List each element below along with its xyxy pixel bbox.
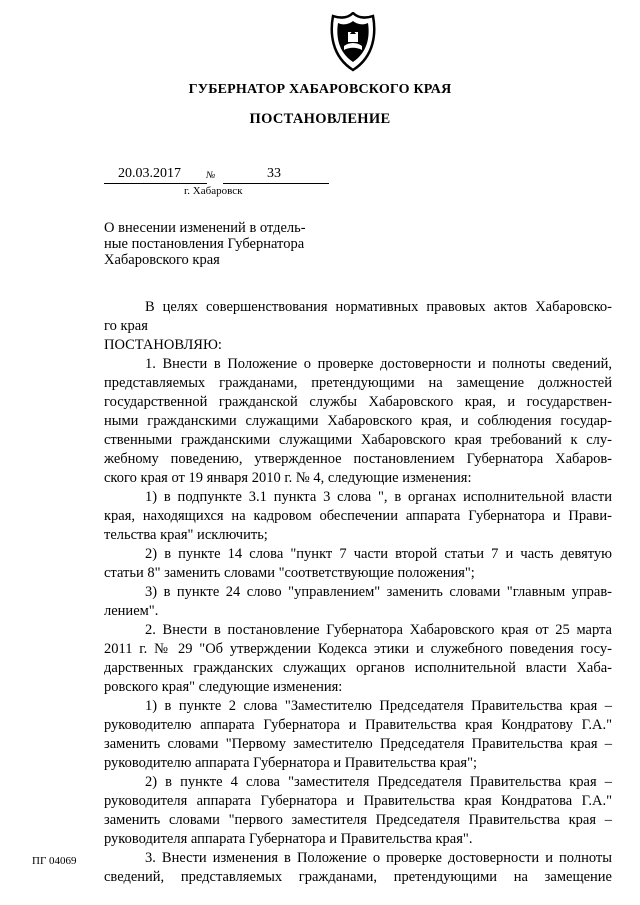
date-number-block bbox=[104, 162, 334, 202]
document-date: 20.03.2017 bbox=[118, 166, 181, 181]
body-line: 2. Внести в постановление Губернатора Хабаровского края от 25 марта bbox=[145, 622, 612, 638]
body-line: ными гражданскими служащими Хабаровского края, и соблюдения государ- bbox=[104, 413, 612, 429]
body-line: 1) в подпункте 3.1 пункта 3 слова ", в органах исполнительной власти bbox=[145, 489, 612, 505]
body-line: заменить словами "Первому заместителю Председателя Правительства края – bbox=[104, 736, 612, 752]
city: г. Хабаровск bbox=[184, 185, 243, 197]
subject-line: Хабаровского края bbox=[104, 252, 220, 268]
body-line: 2) в пункте 14 слова "пункт 7 части второй статьи 7 и часть девятую bbox=[145, 546, 612, 562]
document-type: ПОСТАНОВЛЕНИЕ bbox=[249, 111, 391, 127]
subject-line: ные постановления Губернатора bbox=[104, 236, 305, 252]
document-number: 33 bbox=[267, 166, 281, 181]
coat-of-arms-icon bbox=[329, 12, 377, 72]
body-line: 2011 г. № 29 "Об утверждении Кодекса этики и служебного поведения госу- bbox=[104, 641, 612, 657]
number-underline bbox=[223, 183, 329, 184]
document-body bbox=[104, 298, 612, 887]
decree-word: ПОСТАНОВЛЯЮ: bbox=[104, 337, 222, 353]
body-line: руководителю аппарата Губернатора и Правительства края Кондратову Г.А." bbox=[104, 717, 612, 733]
body-line: руководителю аппарата Губернатора и Правительства края"; bbox=[104, 755, 478, 771]
body-line: 1. Внести в Положение о проверке достоверности и полноты сведений, bbox=[145, 356, 612, 372]
body-line: заменить словами "первого заместителя Председателя Правительства края – bbox=[104, 812, 612, 828]
body-line: края, находящихся на кадровом обеспечении аппарата Губернатора и Прави- bbox=[104, 508, 612, 524]
document-subject bbox=[104, 220, 344, 268]
body-line: ровского края" следующие изменения: bbox=[104, 679, 343, 695]
body-line: представляемых гражданами, претендующими на замещение должностей bbox=[104, 375, 612, 391]
date-underline bbox=[104, 183, 207, 184]
body-line: В целях совершенствования нормативных правовых актов Хабаровско- bbox=[145, 299, 612, 315]
body-line: 1) в пункте 2 слова "Заместителю Председателя Правительства края – bbox=[145, 698, 612, 714]
body-line: ского края от 19 января 2010 г. № 4, следующие изменения: bbox=[104, 470, 472, 486]
body-line: ственными гражданскими служащими Хабаровского края требований к слу- bbox=[104, 432, 612, 448]
body-line: жебному поведению, утвержденное постановлением Губернатора Хабаров- bbox=[104, 451, 612, 467]
body-line: руководителя аппарата Губернатора и Правительства края Кондратова Г.А." bbox=[104, 793, 612, 809]
body-line: лением". bbox=[104, 603, 159, 619]
body-line: 2) в пункте 4 слова "заместителя Председателя Правительства края – bbox=[145, 774, 612, 790]
body-line: государственной гражданской службы Хабаровского края, и государствен- bbox=[104, 394, 612, 410]
body-line: 3) в пункте 24 слово "управлением" заменить словами "главным управ- bbox=[145, 584, 612, 600]
body-line: сведений, представляемых гражданами, претендующими на замещение bbox=[104, 869, 612, 885]
body-line: руководителя аппарата Губернатора и Правительства края". bbox=[104, 831, 473, 847]
body-line: статьи 8" заменить словами "соответствующие положения"; bbox=[104, 565, 475, 581]
issuer-title: ГУБЕРНАТОР ХАБАРОВСКОГО КРАЯ bbox=[188, 82, 452, 97]
body-line: 3. Внести изменения в Положение о проверке достоверности и полноты bbox=[145, 850, 612, 866]
subject-line: О внесении изменений в отдель- bbox=[104, 220, 306, 236]
body-line: дарственных гражданских служащих органов исполнительной власти Хаба- bbox=[104, 660, 612, 676]
body-line: го края bbox=[104, 318, 148, 334]
form-code: ПГ 04069 bbox=[32, 855, 77, 867]
number-sign: № bbox=[206, 170, 216, 181]
body-line: тельства края" исключить; bbox=[104, 527, 268, 543]
